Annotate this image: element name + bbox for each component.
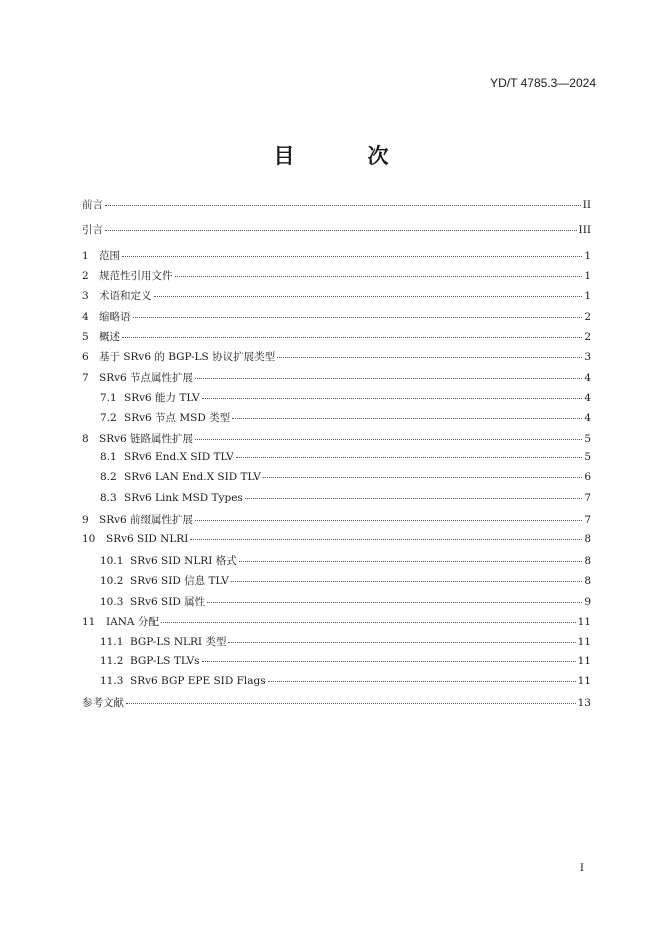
toc-leader [161, 622, 576, 623]
toc-label: SRv6 End.X SID TLV [124, 451, 234, 464]
toc-label: SRv6 前缀属性扩展 [99, 514, 194, 527]
toc-page: 4 [584, 392, 591, 405]
toc-number: 11.3 [100, 674, 124, 687]
toc-label: SRv6 节点 MSD 类型 [124, 412, 231, 425]
toc-leader [245, 498, 583, 499]
toc-label: SRv6 能力 TLV [124, 392, 200, 405]
toc-entry-7[interactable] [82, 370, 591, 390]
toc-page: 4 [584, 412, 591, 425]
toc-entry-introduction[interactable] [82, 222, 591, 242]
toc-label: SRv6 SID NLRI 格式 [130, 554, 237, 567]
toc-entry-foreword[interactable] [82, 197, 591, 217]
toc-label: SRv6 SID 属性 [130, 595, 206, 608]
toc-leader [154, 296, 583, 297]
standard-code: YD/T 4785.3—2024 [490, 76, 596, 90]
toc-page: 4 [584, 371, 591, 384]
toc-entry-9[interactable] [82, 512, 591, 532]
toc-label: BGP-LS NLRI 类型 [130, 636, 227, 649]
toc-label: SRv6 SID NLRI [106, 532, 189, 545]
toc-label: IANA 分配 [106, 615, 159, 628]
toc-number: 10.2 [100, 575, 124, 588]
toc-page: 5 [584, 451, 591, 464]
toc-entry-1[interactable] [82, 248, 591, 268]
toc-leader [232, 418, 582, 419]
toc-number: 8 [82, 432, 89, 445]
toc-entry-8-2[interactable] [82, 471, 591, 491]
toc-number: 11 [82, 615, 96, 628]
toc-label: 范围 [99, 249, 120, 262]
toc-page: 6 [584, 471, 591, 484]
toc-number: 1 [82, 249, 89, 262]
toc-number: 6 [82, 351, 89, 364]
toc-label: SRv6 节点属性扩展 [99, 371, 194, 384]
toc-leader [122, 256, 582, 257]
toc-page: 1 [584, 290, 591, 303]
toc-number: 3 [82, 290, 89, 303]
toc-number: 2 [82, 270, 89, 283]
toc-page: III [578, 224, 591, 237]
toc-label: 前言 [82, 199, 103, 211]
toc-leader [190, 539, 582, 540]
toc-label: 缩略语 [99, 310, 131, 323]
toc-label: SRv6 SID 信息 TLV [130, 575, 229, 588]
toc-number: 10.3 [100, 595, 124, 608]
toc-number: 9 [82, 514, 89, 527]
toc-entry-8-3[interactable] [82, 492, 591, 512]
page-number: I [579, 862, 584, 874]
toc-entry-11-3[interactable] [82, 675, 591, 695]
toc-leader [175, 276, 583, 277]
toc-leader [195, 439, 582, 440]
toc-page: 2 [584, 310, 591, 323]
toc-number: 5 [82, 331, 89, 344]
toc-page: 8 [584, 575, 591, 588]
toc-entry-5[interactable] [82, 329, 591, 349]
toc-leader [207, 602, 582, 603]
table-of-contents [82, 197, 591, 716]
toc-entry-11-2[interactable] [82, 655, 591, 675]
toc-leader [122, 337, 582, 338]
toc-leader [195, 378, 582, 379]
toc-entry-10[interactable] [82, 533, 591, 553]
toc-entry-2[interactable] [82, 268, 591, 288]
toc-leader [105, 205, 581, 206]
toc-entry-references[interactable] [82, 695, 591, 715]
toc-leader [228, 642, 575, 643]
toc-leader [133, 317, 583, 318]
toc-page: 5 [584, 432, 591, 445]
toc-leader [263, 477, 582, 478]
toc-number: 11.1 [100, 636, 124, 649]
toc-leader [268, 681, 576, 682]
toc-leader [105, 230, 577, 231]
toc-page: 2 [584, 331, 591, 344]
toc-entry-8[interactable] [82, 431, 591, 451]
toc-entry-3[interactable] [82, 288, 591, 308]
toc-entry-10-3[interactable] [82, 594, 591, 614]
toc-leader [277, 357, 582, 358]
toc-page: 11 [577, 654, 591, 667]
toc-entry-4[interactable] [82, 309, 591, 329]
toc-entry-11-1[interactable] [82, 634, 591, 654]
toc-leader [195, 520, 582, 521]
toc-page: 1 [584, 249, 591, 262]
toc-entry-7-2[interactable] [82, 410, 591, 430]
toc-label: 基于 SRv6 的 BGP-LS 协议扩展类型 [99, 351, 276, 364]
toc-number: 7.2 [100, 412, 117, 425]
toc-leader [239, 561, 583, 562]
toc-entry-10-2[interactable] [82, 573, 591, 593]
toc-label: SRv6 链路属性扩展 [99, 432, 194, 445]
toc-number: 7.1 [100, 392, 117, 405]
toc-entry-10-1[interactable] [82, 553, 591, 573]
toc-label: 术语和定义 [99, 290, 152, 303]
toc-number: 10.1 [100, 554, 124, 567]
toc-leader [236, 457, 583, 458]
toc-number: 8.1 [100, 451, 117, 464]
toc-entry-11[interactable] [82, 614, 591, 634]
toc-label: 概述 [99, 331, 120, 344]
toc-label: BGP-LS TLVs [130, 654, 200, 667]
toc-page: 13 [577, 697, 591, 710]
toc-number: 10 [82, 532, 96, 545]
toc-label: SRv6 BGP EPE SID Flags [130, 674, 266, 687]
toc-entry-6[interactable] [82, 349, 591, 369]
toc-number: 4 [82, 310, 89, 323]
toc-entry-7-1[interactable] [82, 390, 591, 410]
toc-label: 引言 [82, 224, 103, 237]
toc-number: 11.2 [100, 654, 124, 667]
page-title: 目 次 [273, 144, 415, 168]
toc-leader [231, 581, 583, 582]
toc-number: 8.3 [100, 491, 117, 504]
toc-entry-8-1[interactable] [82, 451, 591, 471]
toc-label: 规范性引用文件 [99, 270, 173, 283]
toc-label: SRv6 LAN End.X SID TLV [124, 471, 261, 484]
toc-page: 7 [584, 491, 591, 504]
toc-leader [202, 661, 576, 662]
toc-page: 11 [577, 636, 591, 649]
toc-leader [126, 703, 576, 704]
toc-page: 8 [584, 532, 591, 545]
toc-label: 参考文献 [82, 697, 124, 710]
toc-page: 3 [584, 351, 591, 364]
toc-page: 1 [584, 270, 591, 283]
toc-label: SRv6 Link MSD Types [124, 491, 243, 504]
toc-leader [202, 398, 583, 399]
toc-page: 7 [584, 514, 591, 527]
toc-page: 11 [577, 615, 591, 628]
toc-page: 8 [584, 554, 591, 567]
toc-number: 7 [82, 371, 89, 384]
toc-number: 8.2 [100, 471, 117, 484]
toc-page: II [582, 199, 591, 211]
toc-page: 11 [577, 674, 591, 687]
toc-page: 9 [584, 595, 591, 608]
